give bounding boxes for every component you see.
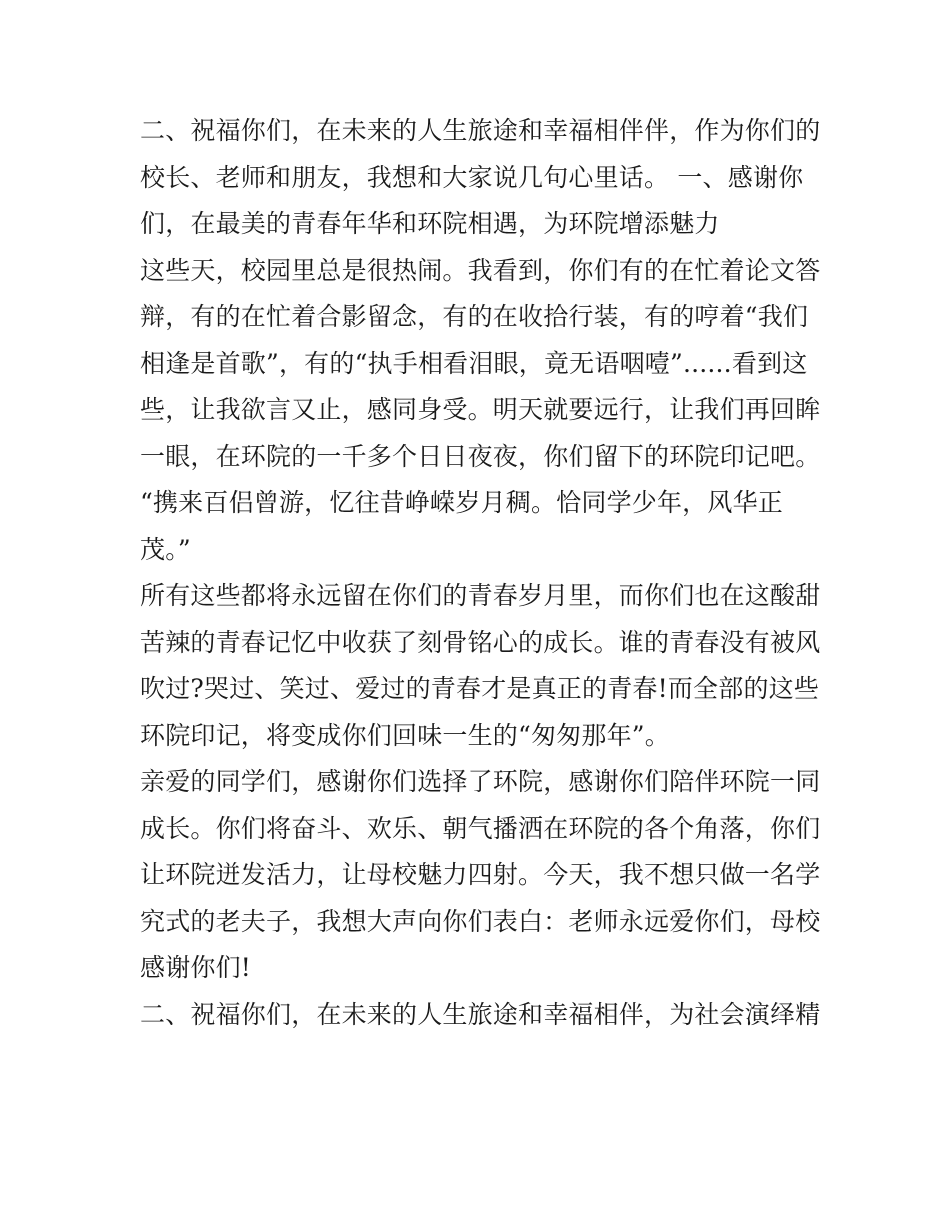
text-line: “携来百侣曾游，忆往昔峥嵘岁月稠。恰同学少年，风华正 <box>140 488 783 517</box>
text-line: 让环院迸发活力，让母校魅力四射。今天，我不想只做一名学 <box>140 860 821 889</box>
text-line: 校长、老师和朋友，我想和大家说几句心里话。 一、感谢你 <box>140 162 804 192</box>
text-line: 辩，有的在忙着合影留念，有的在收拾行装，有的哼着“我们 <box>140 302 809 331</box>
text-line: 些，让我欲言又止，感同身受。明天就要远行，让我们再回眸 <box>140 395 821 424</box>
text-line: 环院印记，将变成你们回味一生的“匆匆那年”。 <box>140 720 670 750</box>
text-line: 苦辣的青春记忆中收获了刻骨铭心的成长。谁的青春没有被风 <box>140 627 821 657</box>
text-line: 们，在最美的青春年华和环院相遇，为环院增添魅力 <box>140 209 720 238</box>
text-line: 一眼，在环院的一千多个日日夜夜，你们留下的环院印记吧。 <box>140 441 821 471</box>
text-line: 成长。你们将奋斗、欢乐、朝气播洒在环院的各个角落，你们 <box>140 813 821 843</box>
text-line: 相逢是首歌”，有的“执手相看泪眼，竟无语咽噎”......看到这 <box>140 348 808 378</box>
text-line: 这些天，校园里总是很热闹。我看到，你们有的在忙着论文答 <box>140 255 821 285</box>
text-line: 感谢你们! <box>140 953 252 982</box>
text-line: 所有这些都将永远留在你们的青春岁月里，而你们也在这酸甜 <box>140 581 821 610</box>
document-body <box>140 108 820 1038</box>
text-line: 亲爱的同学们，感谢你们选择了环院，感谢你们陪伴环院一同 <box>140 767 821 796</box>
text-line: 二、祝福你们，在未来的人生旅途和幸福相伴，为社会演绎精 <box>140 999 821 1029</box>
text-line: 究式的老夫子，我想大声向你们表白：老师永远爱你们，母校 <box>140 906 821 936</box>
text-line: 茂。” <box>140 534 191 564</box>
text-line: 二、祝福你们，在未来的人生旅途和幸福相伴伴，作为你们的 <box>140 116 821 145</box>
text-line: 吹过?哭过、笑过、爱过的青春才是真正的青春!而全部的这些 <box>140 674 820 703</box>
